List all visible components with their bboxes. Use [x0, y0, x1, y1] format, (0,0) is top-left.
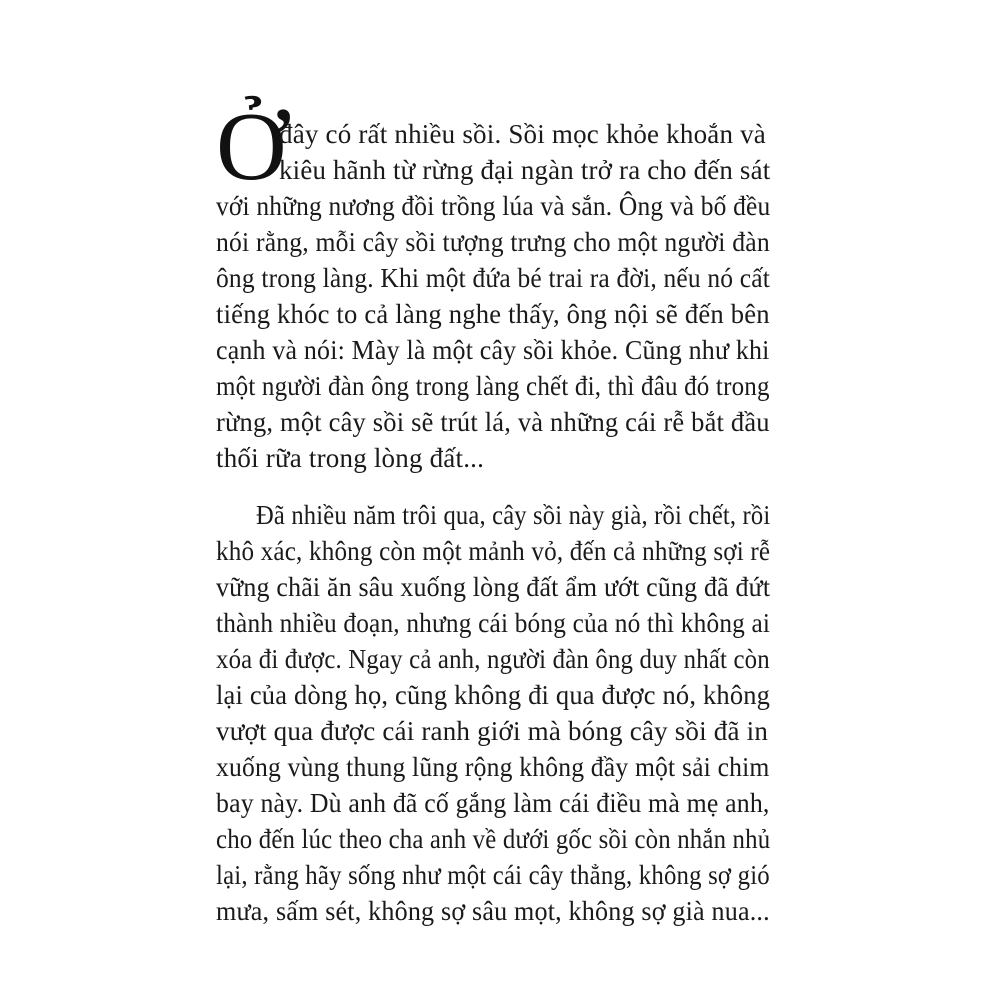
- text-line: mưa, sấm sét, không sợ sâu mọt, không sợ già nua...: [216, 896, 770, 926]
- text-line: cho đến lúc theo cha anh về dưới gốc sồi còn nhắn nhủ: [216, 824, 771, 854]
- text-line: kiêu hãnh từ rừng đại ngàn trở ra cho đến sát: [279, 155, 771, 185]
- text-line: rừng, một cây sồi sẽ trút lá, và những cái rễ bắt đầu: [216, 407, 770, 437]
- text-line: vượt qua được cái ranh giới mà bóng cây sồi đã in: [216, 716, 769, 746]
- text-line: nói rằng, mỗi cây sồi tượng trưng cho một người đàn: [216, 227, 770, 257]
- text-line: lại, rằng hãy sống như một cái cây thẳng, không sợ gió: [216, 860, 770, 890]
- text-line: khô xác, không còn một mảnh vỏ, đến cả những sợi rễ: [216, 536, 771, 566]
- text-line: bay này. Dù anh đã cố gắng làm cái điều mà mẹ anh,: [216, 788, 770, 818]
- text-line: Đã nhiều năm trôi qua, cây sồi này già, rồi chết, rồi: [256, 500, 771, 530]
- text-line: vững chãi ăn sâu xuống lòng đất ẩm ướt cũng đã đứt: [216, 572, 771, 602]
- text-line: với những nương đồi trồng lúa và sắn. Ông và bố đều: [216, 191, 771, 221]
- text-line: thối rữa trong lòng đất...: [216, 443, 485, 473]
- text-line: xóa đi được. Ngay cả anh, người đàn ông duy nhất còn: [216, 644, 770, 674]
- text-line: xuống vùng thung lũng rộng không đầy một sải chim: [216, 752, 770, 782]
- text-line: thành nhiều đoạn, nhưng cái bóng của nó thì không ai: [216, 608, 771, 638]
- drop-cap: Ở: [216, 93, 287, 201]
- text-line: đây có rất nhiều sồi. Sồi mọc khỏe khoắn và: [279, 119, 766, 149]
- text-line: lại của dòng họ, cũng không đi qua được nó, không: [216, 680, 771, 710]
- text-line: một người đàn ông trong làng chết đi, thì đâu đó trong: [216, 371, 770, 401]
- text-line: cạnh và nói: Mày là một cây sồi khỏe. Cũng như khi: [216, 335, 770, 365]
- text-line: tiếng khóc to cả làng nghe thấy, ông nội sẽ đến bên: [216, 299, 770, 329]
- text-line: ông trong làng. Khi một đứa bé trai ra đời, nếu nó cất: [216, 263, 771, 293]
